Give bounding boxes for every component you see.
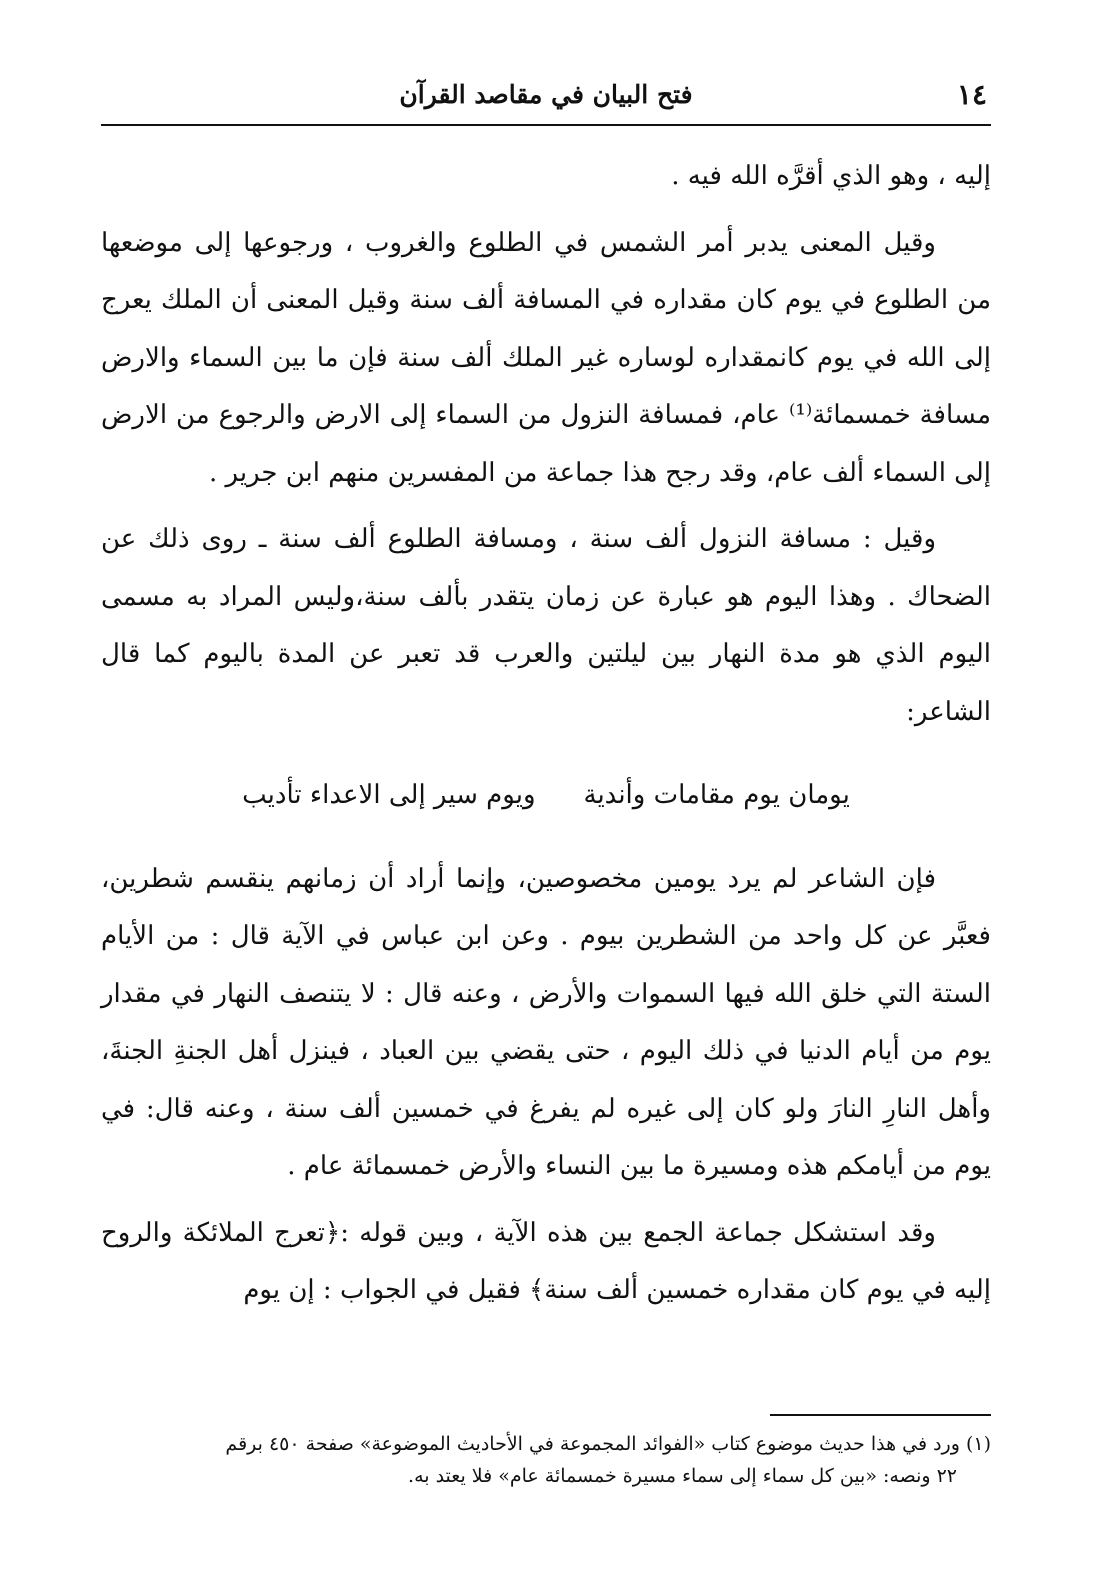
page-header — [101, 74, 991, 126]
paragraph: وقيل : مسافة النزول ألف سنة ، ومسافة الطلوع ألف سنة ـ روى ذلك عن الضحاك . وهذا اليوم هو عبارة عن زمان يتقدر بألف سنة،وليس المراد به مسمى اليوم الذي هو مدة النهار بين ليلتين والعرب قد تعبر عن المدة باليوم كما قال الشاعر: — [101, 524, 991, 727]
verse-second-hemistich: ويوم سير إلى الاعداء تأديب — [242, 780, 536, 810]
main-text — [101, 148, 991, 1329]
footnotes — [101, 1428, 991, 1492]
paragraph: فإن الشاعر لم يرد يومين مخصوصين، وإنما أراد أن زمانهم ينقسم شطرين، فعبَّر عن كل واحد من الشطرين بيوم . وعن ابن عباس في الآية قال : من الأيام الستة التي خلق الله فيها السموات والأرض ، وعنه قال : لا يتنصف النهار في مقدار يوم من أيام الدنيا في ذلك اليوم ، حتى يقضي بين العباد ، فينزل أهل الجنةِ الجنةَ، وأهل النارِ النارَ ولو كان إلى غيره لم يفرغ في خمسين ألف سنة ، وعنه قال: في يوم من أيامكم هذه ومسيرة ما بين النساء والأرض خمسمائة عام . — [101, 863, 991, 1181]
paragraph: وقد استشكل جماعة الجمع بين هذه الآية ، وبين قوله :﴿تعرج الملائكة والروح إليه في يوم كان مقداره خمسين ألف سنة﴾ فقيل في الجواب : إن يوم — [101, 1217, 991, 1305]
footnote-line: (١) ورد في هذا حديث موضوع كتاب «الفوائد المجموعة في الأحاديث الموضوعة» صفحة ٤٥٠ برقم — [225, 1433, 991, 1455]
paragraph-continuation: إليه ، وهو الذي أقرَّه الله فيه . — [671, 161, 991, 191]
footnote-separator — [770, 1414, 991, 1416]
verse-first-hemistich: يومان يوم مقامات وأندية — [583, 780, 850, 810]
poetry-verse — [101, 767, 991, 825]
running-title: فتح البيان في مقاصد القرآن — [399, 80, 693, 109]
page-number: ١٤ — [956, 78, 987, 111]
paragraph: وقيل المعنى يدبر أمر الشمس في الطلوع والغروب ، ورجوعها إلى موضعها من الطلوع في يوم كان مقداره في المسافة ألف سنة وقيل المعنى أن الملك يعرج إلى الله في يوم كانمقداره لوساره غير الملك ألف سنة فإن ما بين السماء والارض مسافة خمسمائة⁽¹⁾ عام، فمسافة النزول من السماء إلى الارض والرجوع من الارض إلى السماء ألف عام، وقد رجح هذا جماعة من المفسرين منهم ابن جرير . — [101, 227, 991, 488]
footnote-line: ٢٢ ونصه: «بين كل سماء إلى سماء مسيرة خمسمائة عام» فلا يعتد به. — [408, 1465, 957, 1487]
